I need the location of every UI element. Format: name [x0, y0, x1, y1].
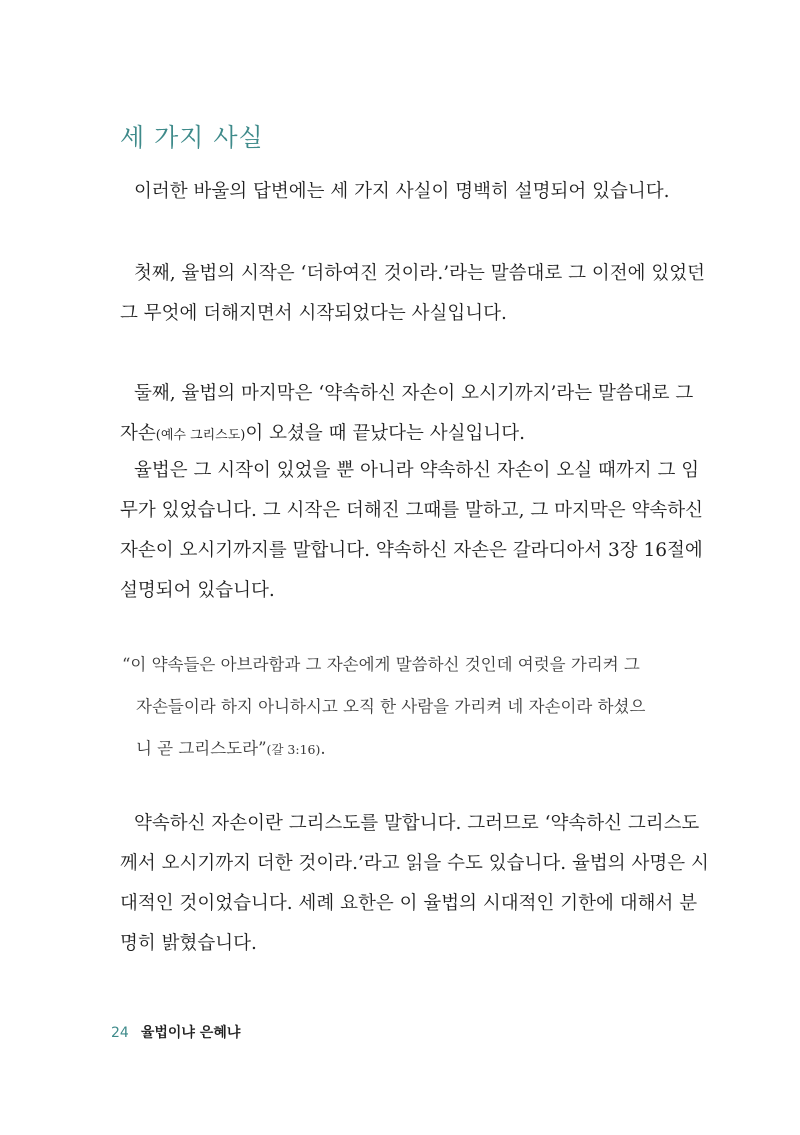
quote-text: 니 곧 그리스도라”: [136, 739, 267, 758]
paragraph-first: [120, 254, 705, 334]
paragraph-line: 그 무엇에 더해지면서 시작되었다는 사실입니다.: [120, 303, 507, 324]
paragraph-line: 약속하신 자손이란 그리스도를 말합니다. 그러므로 ‘약속하신 그리스도: [134, 813, 700, 834]
paragraph-line: 대적인 것이었습니다. 세례 요한은 이 율법의 시대적인 기한에 대해서 분: [120, 893, 698, 914]
quote-line: 자손들이라 하지 아니하시고 오직 한 사람을 가리켜 네 자손이라 하셨으: [136, 697, 646, 716]
quote-line: “이 약속들은 아브라함과 그 자손에게 말씀하신 것인데 여럿을 가리켜 그: [122, 655, 640, 674]
section-title: 세 가지 사실: [120, 123, 264, 152]
paragraph-line: 명히 밝혔습니다.: [120, 933, 257, 954]
paragraph-second: [120, 374, 694, 454]
book-title: 율법이냐 은혜냐: [140, 1025, 241, 1041]
paragraph-line: 첫째, 율법의 시작은 ‘더하여진 것이라.’라는 말씀대로 그 이전에 있었던: [134, 263, 705, 284]
paragraph-line: 께서 오시기까지 더한 것이라.’라고 읽을 수도 있습니다. 율법의 사명은 시: [120, 853, 709, 874]
paragraph-line: 율법은 그 시작이 있었을 뿐 아니라 약속하신 자손이 오실 때까지 그 임: [134, 460, 700, 481]
page-number: 24: [111, 1025, 129, 1041]
text-fragment: 자손: [120, 423, 156, 444]
text-fragment: 이 오셨을 때 끝났다는 사실입니다.: [245, 423, 525, 444]
scripture-reference: (갈 3:16): [266, 742, 321, 757]
paragraph-line: 이러한 바울의 답변에는 세 가지 사실이 명백히 설명되어 있습니다.: [134, 181, 670, 202]
paragraph-line: [120, 414, 680, 454]
paragraph-line: 둘째, 율법의 마지막은 ‘약속하신 자손이 오시기까지’라는 말씀대로 그: [134, 383, 694, 404]
page-footer: [111, 1022, 240, 1042]
paragraph-line: 자손이 오시기까지를 말합니다. 약속하신 자손은 갈라디아서 3장 16절에: [120, 540, 703, 561]
paragraph-third: [120, 451, 703, 611]
paragraph-fourth: [120, 804, 709, 964]
end-mark: .: [320, 739, 326, 758]
paragraph-line: 설명되어 있습니다.: [120, 580, 275, 601]
scripture-quote: [122, 644, 682, 770]
parenthetical-note: (예수 그리스도): [155, 428, 246, 443]
paragraph-intro: [120, 172, 680, 212]
quote-line: [122, 728, 682, 770]
paragraph-line: 무가 있었습니다. 그 시작은 더해진 그때를 말하고, 그 마지막은 약속하신: [120, 500, 703, 521]
